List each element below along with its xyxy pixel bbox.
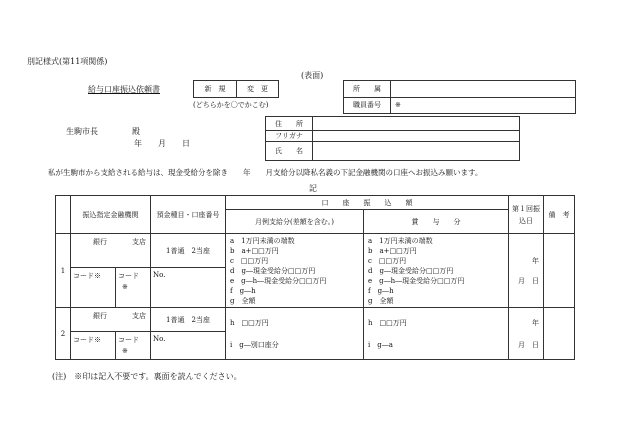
row2-code2-mark: ※ <box>122 347 128 355</box>
row1-bonus-f: f g―h <box>368 286 394 295</box>
shokuin-label: 職員番号 <box>344 97 391 114</box>
henkou-option[interactable]: 変 更 <box>237 81 279 98</box>
row2-bank-label: 銀行 <box>93 312 107 320</box>
row1-code2[interactable] <box>116 268 151 308</box>
row1-bonus-e: e g―h―現金受給分□□万円 <box>368 276 465 285</box>
form-label: 別記様式(第11項関係) <box>27 57 108 66</box>
choice-note: (どちらかを〇でかこむ) <box>193 101 269 109</box>
row1-code2-label: コード <box>118 272 139 280</box>
row2-branch-label: 支店 <box>132 312 146 320</box>
row1-monthly[interactable] <box>226 234 364 308</box>
document-title: 給与口座振込依頼書 <box>88 85 160 94</box>
row1-monthly-d: d g―現金受給分□□万円 <box>230 266 316 275</box>
ki-label: 記 <box>309 184 317 193</box>
request-statement: 私が生駒市から支給される給与は、現金受給分を除き 年 月支給分以降私名義の下記金融機関の口座へお振込み願います。 <box>48 168 483 177</box>
applicant-box <box>265 116 520 161</box>
furigana-field[interactable] <box>313 131 520 142</box>
row2-no: 2 <box>56 308 71 360</box>
row2-code1[interactable]: コード※ <box>71 332 116 360</box>
transfer-table <box>55 195 575 360</box>
request-date: 年 月 日 <box>134 139 190 148</box>
jusho-label: 住 所 <box>266 117 313 131</box>
shokuin-field: ※ <box>391 97 576 114</box>
row1-remarks[interactable] <box>544 234 575 308</box>
row1-bonus-b: b a+□□万円 <box>368 246 417 255</box>
row1-bonus-g: g 全額 <box>368 296 394 305</box>
row2-type[interactable]: 1普通 2当座 <box>151 308 226 332</box>
row1-bank-cell[interactable] <box>71 234 151 268</box>
shimei-label: 氏 名 <box>266 142 313 161</box>
row1-monthly-e: e g―h―現金受給分□□万円 <box>230 276 327 285</box>
first-date-header: 第１回振込日 <box>509 196 544 234</box>
footnote: (注) ※印は記入不要です。裏面を読んでください。 <box>52 372 242 381</box>
row2-bank-cell[interactable] <box>71 308 151 332</box>
row1-bonus-c: c □□万円 <box>368 256 407 265</box>
shimei-field[interactable] <box>313 142 520 161</box>
row1-no: 1 <box>56 234 71 308</box>
row1-bonus-a: a 1万円未満の端数 <box>368 236 433 245</box>
row1-code2-mark: ※ <box>122 283 128 291</box>
row2-nen: 年 <box>532 318 539 327</box>
row1-first-date[interactable] <box>509 234 544 308</box>
no-header <box>56 196 71 234</box>
dono: 殿 <box>132 127 140 136</box>
row2-bonus-h: h □□万円 <box>368 318 407 327</box>
monthly-header: 月例支給分(差額を含む。) <box>226 210 364 234</box>
shinki-option[interactable]: 新 規 <box>194 81 237 98</box>
row2-bonus[interactable] <box>364 308 509 360</box>
row2-code2[interactable] <box>116 332 151 360</box>
inst-header: 振込指定金融機関 <box>71 196 151 234</box>
row2-monthly-h: h □□万円 <box>230 318 269 327</box>
row2-code2-label: コード <box>118 336 139 344</box>
row2-account-no[interactable]: No. <box>151 332 226 360</box>
row1-code1[interactable]: コード※ <box>71 268 116 308</box>
row2-remarks[interactable] <box>544 308 575 360</box>
row1-tsukihi: 月 日 <box>518 276 539 285</box>
row2-bonus-i: i g―a <box>368 340 393 349</box>
row1-branch-label: 支店 <box>132 238 146 246</box>
furigana-label: フリガナ <box>266 131 313 142</box>
row2-monthly[interactable] <box>226 308 364 360</box>
bonus-header: 賞 与 分 <box>364 210 509 234</box>
jusho-field[interactable] <box>313 117 520 131</box>
row1-bonus[interactable] <box>364 234 509 308</box>
row1-nen: 年 <box>532 256 539 265</box>
type-header: 預金種目・口座番号 <box>151 196 226 234</box>
row1-monthly-c: c □□万円 <box>230 256 269 265</box>
row2-first-date[interactable] <box>509 308 544 360</box>
row1-monthly-b: b a+□□万円 <box>230 246 279 255</box>
side-label: (表面) <box>301 71 324 80</box>
amount-header: 口 座 振 込 額 <box>226 196 509 210</box>
row1-bank-label: 銀行 <box>93 238 107 246</box>
remarks-header: 備 考 <box>544 196 575 234</box>
row1-monthly-f: f g―h <box>230 286 256 295</box>
row1-account-no[interactable]: No. <box>151 268 226 308</box>
addressee: 生駒市長 <box>66 127 98 136</box>
row2-tsukihi: 月 日 <box>518 340 539 349</box>
row1-monthly-a: a 1万円未満の端数 <box>230 236 295 245</box>
row1-bonus-d: d g―現金受給分□□万円 <box>368 266 454 275</box>
shinki-henkou-box <box>193 80 279 98</box>
row2-monthly-i: i g―別口座分 <box>230 340 279 349</box>
affiliation-box <box>343 80 576 114</box>
shozoku-label: 所 属 <box>344 81 391 98</box>
row1-type[interactable]: 1普通 2当座 <box>151 234 226 268</box>
row1-monthly-g: g 全額 <box>230 296 256 305</box>
shozoku-field[interactable] <box>391 81 576 98</box>
